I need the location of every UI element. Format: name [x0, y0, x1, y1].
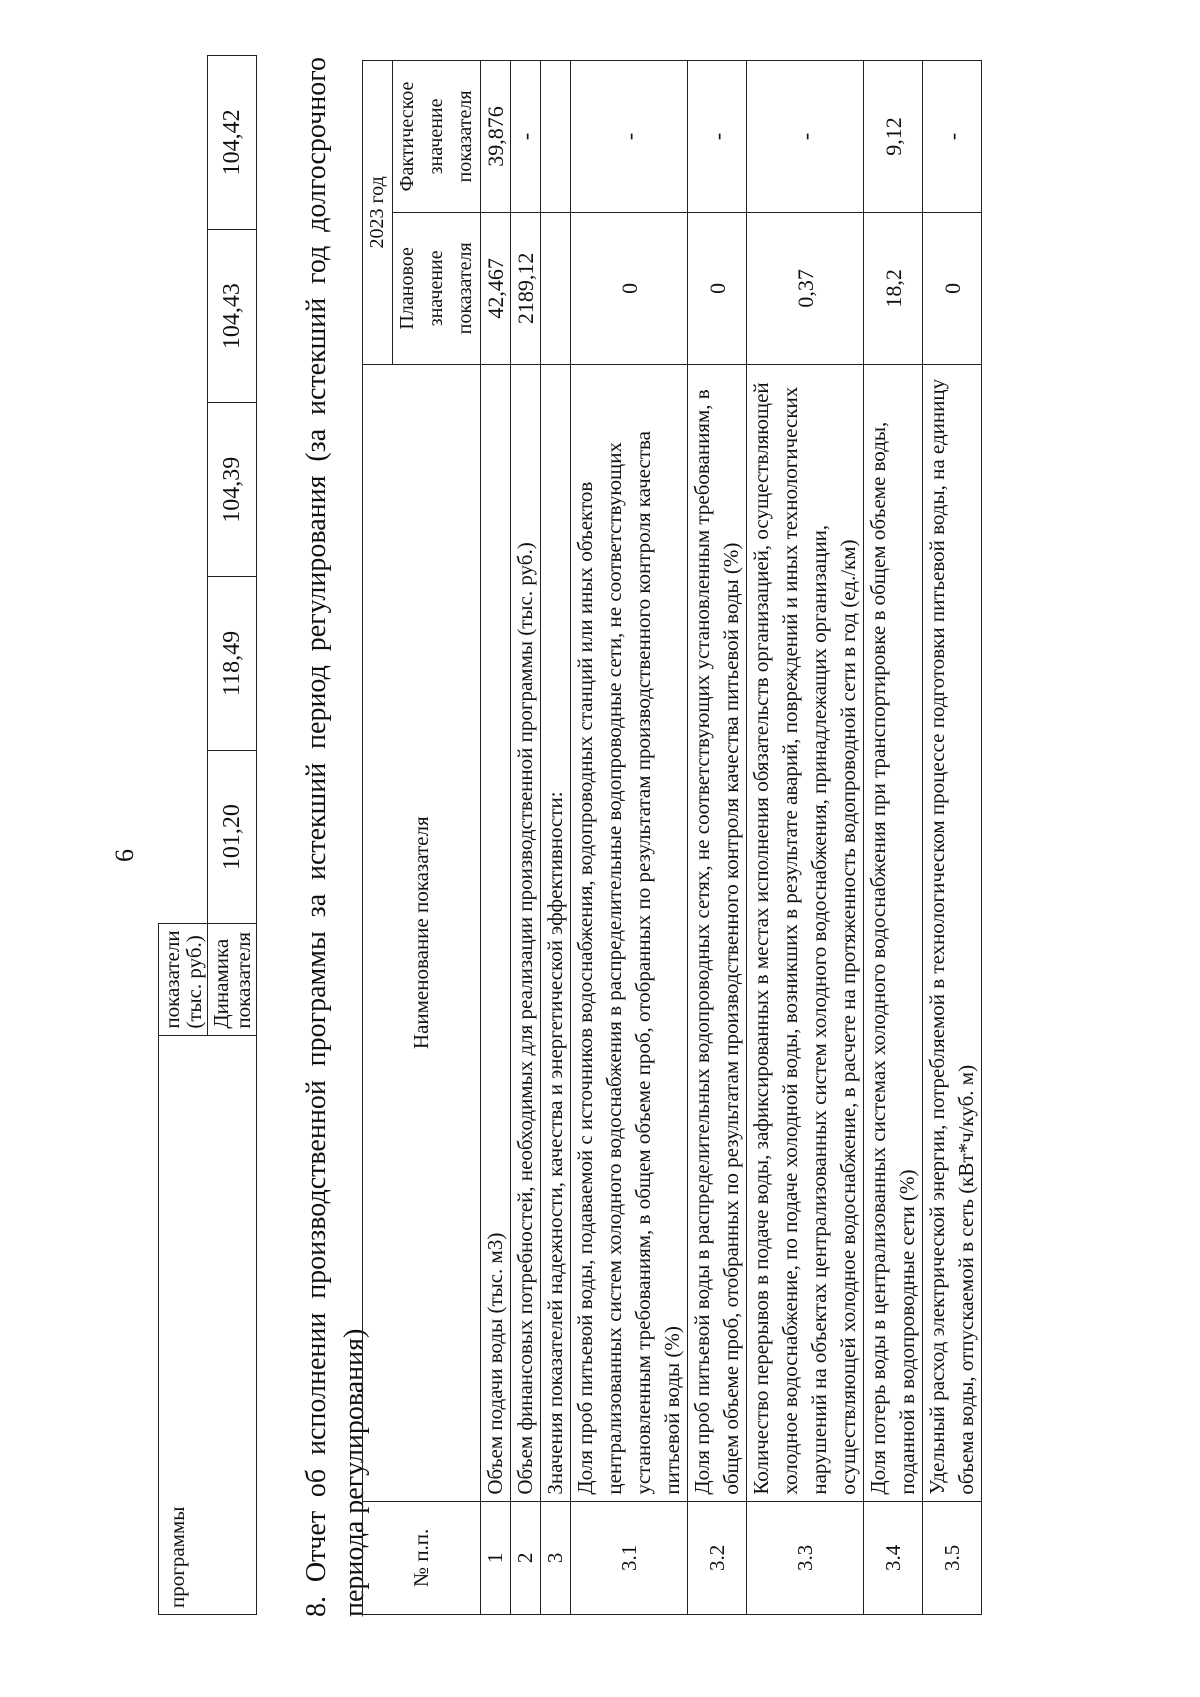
row-plan-value: 0	[571, 212, 688, 364]
row-plan-value: 0,37	[747, 212, 864, 364]
row-fact-value: -	[511, 61, 541, 213]
row-num: 3.1	[571, 1501, 688, 1614]
row-name: Удельный расход электрической энергии, потребляемой в технологическом процессе подготовки питьевой воды, на единицу объема воды, отпускаемой в сеть (кВт*ч/куб. м)	[923, 364, 982, 1501]
row-name: Доля проб питьевой воды, подаваемой с источников водоснабжения, водопроводных станций или иных объектов централизованных систем холодного водоснабжения в распределительные водопроводные сети, не соответствующих установленным требованиям, в общем объеме проб, отобранных по результатам производственного контроля качества питьевой воды (%)	[571, 364, 688, 1501]
row-num: 1	[481, 1501, 511, 1614]
row-fact-value: 39,876	[481, 61, 511, 213]
unit-label: показатели (тыс. руб.)	[159, 924, 208, 1035]
section-heading: 8. Отчет об исполнении производственной программы за истекший период регулирования (за истекший год долгосрочного периода регулирования)	[301, 57, 370, 1617]
row-name: Доля потерь воды в централизованных системах холодного водоснабжения при транспортировке в общем объеме воды, поданной в водопроводные сети (%)	[864, 364, 923, 1501]
row-num: 2	[511, 1501, 541, 1614]
row-plan-value: 0	[688, 212, 747, 364]
table-row	[688, 61, 747, 1615]
table-row	[747, 61, 864, 1615]
header-name: Наименование показателя	[363, 364, 481, 1501]
dynamics-value: 101,20	[208, 750, 257, 924]
table-row	[481, 61, 511, 1615]
header-year: 2023 год	[363, 61, 393, 365]
header-num: № п.п.	[363, 1501, 481, 1614]
row-fact-value: -	[747, 61, 864, 213]
row-plan-value: 2189,12	[511, 212, 541, 364]
table-header-row	[363, 61, 393, 1615]
row-plan-value	[541, 212, 571, 364]
row-fact-value: 9,12	[864, 61, 923, 213]
row-num: 3.2	[688, 1501, 747, 1614]
program-report-table	[362, 60, 982, 1615]
row-num: 3	[541, 1501, 571, 1614]
dynamics-value: 104,42	[208, 56, 257, 230]
table-body	[481, 61, 982, 1615]
row-fact-value	[541, 61, 571, 213]
page-number: 6	[110, 849, 139, 862]
row-fact-value: -	[923, 61, 982, 213]
dynamics-value: 104,43	[208, 229, 257, 403]
header-fact: Фактическое значение показателя	[393, 61, 481, 213]
row-name: Объем подачи воды (тыс. м3)	[481, 364, 511, 1501]
table-row	[541, 61, 571, 1615]
row-plan-value: 18,2	[864, 212, 923, 364]
row-name: Доля проб питьевой воды в распределительных водопроводных сетях, не соответствующих установленным требованиям, в общем объеме проб, отобранных по результатам производственного контроля качества питьевой воды (%)	[688, 364, 747, 1501]
row-name: Объем финансовых потребностей, необходимых для реализации производственной программы (тыс. руб.)	[511, 364, 541, 1501]
row-plan-value: 42,467	[481, 212, 511, 364]
row-plan-value: 0	[923, 212, 982, 364]
row-name: Значения показателей надежности, качества и энергетической эффективности:	[541, 364, 571, 1501]
dynamics-label: Динамика показателя	[208, 924, 257, 1035]
table-row	[159, 56, 208, 1615]
program-summary-table	[158, 55, 257, 1615]
header-plan: Плановое значение показателя	[393, 212, 481, 364]
table-row	[571, 61, 688, 1615]
row-name: Количество перерывов в подаче воды, зафиксированных в местах исполнения обязательств организацией, осуществляющей холодное водоснабжение, по подаче холодной воды, возникших в результате аварий, повреждений и иных технологических нарушений на объектах централизованных систем холодного водоснабжения, принадлежащих организации, осуществляющей холодное водоснабжение, в расчете на протяженность водопроводной сети в год (ед./км)	[747, 364, 864, 1501]
program-label: программы	[159, 1035, 257, 1614]
row-num: 3.4	[864, 1501, 923, 1614]
dynamics-value: 104,39	[208, 403, 257, 577]
row-fact-value: -	[688, 61, 747, 213]
row-num: 3.5	[923, 1501, 982, 1614]
row-num: 3.3	[747, 1501, 864, 1614]
table-row	[511, 61, 541, 1615]
dynamics-value: 118,49	[208, 577, 257, 751]
table-row	[923, 61, 982, 1615]
row-fact-value: -	[571, 61, 688, 213]
table-row	[864, 61, 923, 1615]
